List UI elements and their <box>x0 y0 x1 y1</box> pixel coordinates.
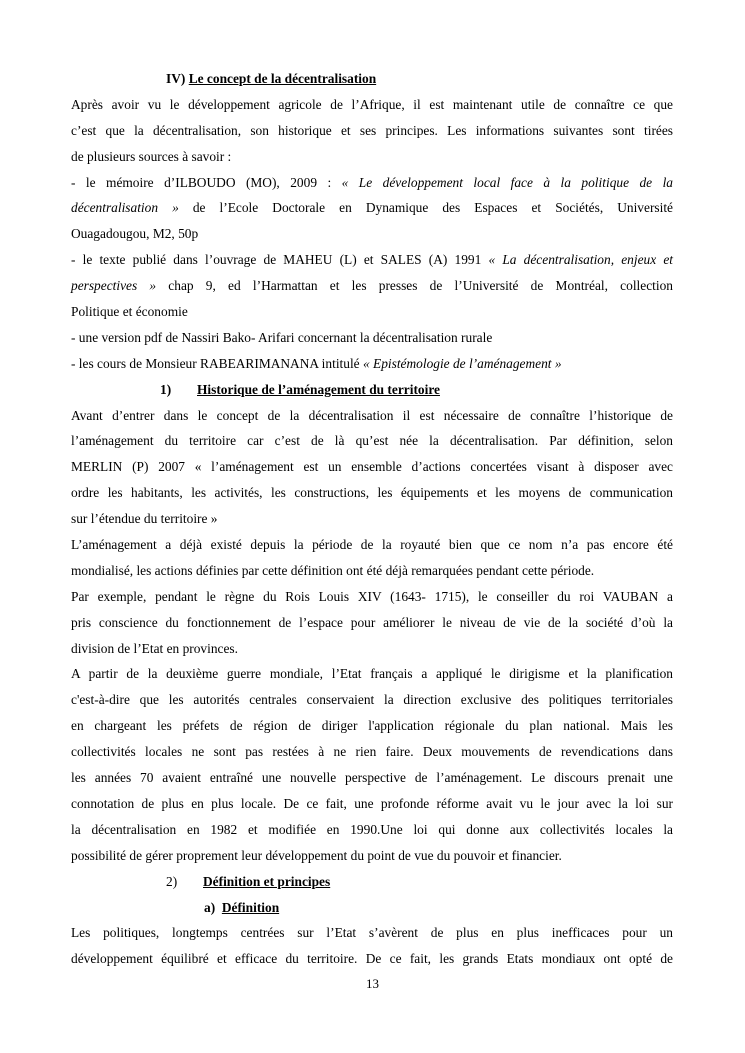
section-heading-2a <box>71 895 673 921</box>
source-item-1: - le mémoire d’ILBOUDO (MO), 2009 : « Le développement local face à la politique de la <box>71 174 673 190</box>
section-heading-iv <box>71 66 673 92</box>
paragraph-line: connotation de plus en plus locale. De ce fait, une profonde réforme avait vu le jour avec la loi sur <box>71 795 673 811</box>
source-item-4: - les cours de Monsieur RABEARIMANANA intitulé « Epistémologie de l’aménagement » <box>71 355 562 371</box>
source-item-2-cont: perspectives » chap 9, ed l’Harmattan et les presses de l’Université de Montréal, collection <box>71 278 673 294</box>
paragraph-line: l’aménagement du territoire car c’est de là qu’est née la décentralisation. Par définition, selon <box>71 433 673 449</box>
paragraph-line: possibilité de gérer proprement leur développement du point de vue du pouvoir et financier. <box>71 847 562 863</box>
paragraph-line: la décentralisation en 1982 et modifiée en 1990.Une loi qui donne aux collectivités locales la <box>71 821 673 837</box>
section-heading-1 <box>71 377 673 403</box>
page-number: 13 <box>366 976 379 991</box>
paragraph-line: Après avoir vu le développement agricole de l’Afrique, il est maintenant utile de connaître ce que <box>71 96 673 112</box>
paragraph-line: les années 70 avaient entraîné une nouvelle perspective de l’aménagement. Le discours prenait une <box>71 770 673 786</box>
paragraph-line: division de l’Etat en provinces. <box>71 640 238 656</box>
source-item-1-end: Ouagadougou, M2, 50p <box>71 226 199 242</box>
section-heading-2 <box>71 869 673 895</box>
section-number: 1) <box>160 381 172 397</box>
section-number: IV) <box>166 71 186 86</box>
paragraph-line: Avant d’entrer dans le concept de la décentralisation il est nécessaire de connaître l’historique de <box>71 407 673 423</box>
source-item-2: - le texte publié dans l’ouvrage de MAHEU (L) et SALES (A) 1991 « La décentralisation, enjeux et <box>71 252 673 268</box>
paragraph-line: Par exemple, pendant le règne du Rois Louis XIV (1643- 1715), le conseiller du roi VAUBAN a <box>71 588 673 604</box>
paragraph-line: en chargeant les préfets de région de diriger l'application régionale du plan national. Mais les <box>71 718 673 734</box>
paragraph-line: Les politiques, longtemps centrées sur l’Etat s’avèrent de plus en plus inefficaces pour un <box>71 925 673 941</box>
section-title: Historique de l’aménagement du territoire <box>197 381 440 397</box>
source-item-3: - une version pdf de Nassiri Bako- Arifari concernant la décentralisation rurale <box>71 329 493 345</box>
paragraph-line: collectivités locales ne sont pas restées à ne rien faire. Deux mouvements de revendications dans <box>71 744 673 760</box>
paragraph-line: pris conscience du fonctionnement de l’espace pour améliorer le niveau de vie de la société d’où la <box>71 614 673 630</box>
section-number: 2) <box>166 873 178 889</box>
source-item-2-end: Politique et économie <box>71 304 188 320</box>
paragraph-line: ordre les habitants, les activités, les constructions, les équipements et les moyens de communication <box>71 485 673 501</box>
section-title: Définition <box>221 899 280 915</box>
paragraph-line: c’est que la décentralisation, son historique et ses principes. Les informations suivantes sont tirées <box>71 122 673 138</box>
section-number: a) <box>204 899 216 915</box>
paragraph-line: mondialisé, les actions définies par cette définition ont été déjà remarquées pendant cette période. <box>71 562 595 578</box>
paragraph-line: L’aménagement a déjà existé depuis la période de la royauté bien que ce nom n’a pas encore été <box>71 537 673 553</box>
section-title: Le concept de la décentralisation <box>188 71 377 86</box>
paragraph-line: A partir de la deuxième guerre mondiale, l’Etat français a appliqué le dirigisme et la planification <box>71 666 673 682</box>
paragraph-line: c'est-à-dire que les autorités centrales conservaient la direction exclusive des politiques territoriales <box>71 692 673 708</box>
paragraph-line: MERLIN (P) 2007 « l’aménagement est un ensemble d’actions concertées visant à disposer avec <box>71 459 673 475</box>
document-page <box>71 66 673 972</box>
paragraph-line: sur l’étendue du territoire » <box>71 511 218 527</box>
paragraph-line: de plusieurs sources à savoir : <box>71 148 232 164</box>
source-item-1-cont: décentralisation » de l’Ecole Doctorale en Dynamique des Espaces et Sociétés, Université <box>71 200 674 216</box>
section-title: Définition et principes <box>203 873 331 889</box>
paragraph-line: développement équilibré et efficace du territoire. De ce fait, les grands Etats mondiaux ont opté de <box>71 951 673 967</box>
